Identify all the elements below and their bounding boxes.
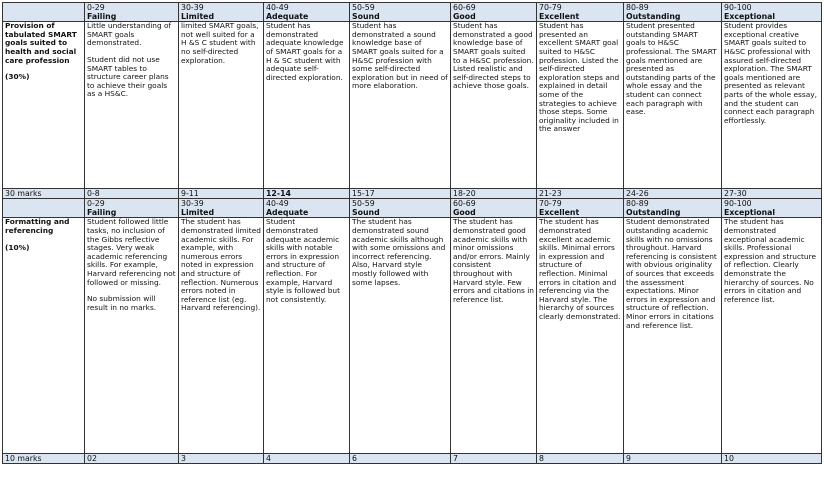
band-header bbox=[537, 199, 624, 218]
band-label: Sound bbox=[352, 11, 380, 21]
marks-value: 02 bbox=[85, 454, 179, 464]
band-header-row-1 bbox=[3, 3, 822, 22]
descriptor-text: Student followed little tasks, no inclusion of the Gibbs reflective stages. Very weak academic referencing skills. For example, Harvard referencing not followed or missing. bbox=[87, 217, 176, 287]
marks-value: 24-26 bbox=[624, 189, 722, 199]
band-header bbox=[264, 3, 350, 22]
band-range: 0-29 bbox=[87, 3, 105, 12]
descriptor-text: Student presented outstanding SMART goals to H&SC professional. The SMART goals mentioned are presented as outstanding parts of the whole essay and the student can connect each paragraph with ease. bbox=[626, 21, 717, 117]
marks-row-2 bbox=[3, 454, 822, 464]
band-range: 90-100 bbox=[724, 3, 752, 12]
criterion-title-cell bbox=[3, 218, 85, 454]
descriptor-text: The student has demonstrated good academic skills with minor omissions and/or errors. Mainly consistent throughout with Harvard style. Few errors and citations in reference list. bbox=[453, 217, 534, 304]
marks-value: 0-8 bbox=[85, 189, 179, 199]
band-header bbox=[451, 3, 537, 22]
descriptor-text: Student has demonstrated a sound knowledge base of SMART goals suited for a H&SC profession with some self-directed exploration but in need of more elaboration. bbox=[352, 21, 448, 91]
marks-value: 9-11 bbox=[179, 189, 264, 199]
descriptor-cell bbox=[350, 218, 451, 454]
band-header bbox=[624, 199, 722, 218]
rubric-table bbox=[2, 2, 822, 464]
criterion-title: Provision of tabulated SMART goals suited to health and social care profession bbox=[5, 21, 77, 65]
band-label: Failing bbox=[87, 207, 117, 217]
criterion-title: Formatting and referencing bbox=[5, 217, 70, 235]
band-range: 60-69 bbox=[453, 199, 476, 209]
descriptor-text: The student has demonstrated excellent academic skills. Minimal errors in expression and structure of reflection. Minimal errors in citation and referencing via the Harvard style. The hierarchy of sources clearly demonstrated. bbox=[539, 217, 621, 321]
descriptor-text: Student provides exceptional creative SMART goals suited to H&SC professional with assured self-directed exploration. The SMART goals mentioned are presented as relevant parts of the whole essay, and the student can connect each paragraph effortlessly. bbox=[724, 21, 818, 125]
marks-value: 3 bbox=[179, 454, 264, 464]
descriptor-cell bbox=[179, 218, 264, 454]
band-label: Exceptional bbox=[724, 207, 776, 217]
descriptor-cell bbox=[537, 218, 624, 454]
band-label: Outstanding bbox=[626, 11, 681, 21]
band-range: 50-59 bbox=[352, 3, 375, 12]
band-header bbox=[179, 199, 264, 218]
band-header bbox=[451, 199, 537, 218]
band-label: Excellent bbox=[539, 207, 580, 217]
marks-value: 8 bbox=[537, 454, 624, 464]
descriptor-text: The student has demonstrated exceptional academic skills. Professional expression and structure of reflection. Clearly demonstrate the hierarchy of sources. No errors in citation and reference list. bbox=[724, 217, 817, 304]
descriptor-cell bbox=[537, 22, 624, 189]
band-range: 0-29 bbox=[87, 199, 105, 209]
descriptor-text: Student demonstrated adequate academic skills with notable errors in expression and structure of reflection. For example, Harvard style is followed but not consistently. bbox=[266, 217, 340, 304]
band-header bbox=[537, 3, 624, 22]
band-header bbox=[350, 3, 451, 22]
band-label: Limited bbox=[181, 207, 215, 217]
descriptor-cell bbox=[179, 22, 264, 189]
band-header bbox=[85, 199, 179, 218]
marks-value: 21-23 bbox=[537, 189, 624, 199]
band-label: Sound bbox=[352, 207, 380, 217]
band-range: 40-49 bbox=[266, 199, 289, 209]
criterion-weight: (10%) bbox=[5, 242, 30, 252]
band-range: 50-59 bbox=[352, 199, 375, 209]
marks-value: 10 bbox=[722, 454, 822, 464]
descriptor-cell bbox=[624, 218, 722, 454]
descriptor-text: limited SMART goals, not well suited for a H &S C student with no self-directed exploration. bbox=[181, 21, 259, 65]
band-range: 80-89 bbox=[626, 199, 649, 209]
band-label: Outstanding bbox=[626, 207, 681, 217]
descriptor-cell bbox=[85, 22, 179, 189]
band-range: 90-100 bbox=[724, 199, 752, 209]
band-range: 70-79 bbox=[539, 3, 562, 12]
marks-value: 9 bbox=[624, 454, 722, 464]
marks-value: 7 bbox=[451, 454, 537, 464]
band-range: 80-89 bbox=[626, 3, 649, 12]
marks-value: 4 bbox=[264, 454, 350, 464]
marks-value: 18-20 bbox=[451, 189, 537, 199]
descriptor-text: Student has demonstrated adequate knowledge of SMART goals for a H & SC student with adequate self-directed exploration. bbox=[266, 21, 344, 82]
descriptor-text: Student has presented an excellent SMART goal suited to H&SC profession. Listed the self-directed exploration steps and explained in detail some of the strategies to achieve those steps. Some originality included in the answer bbox=[539, 21, 620, 134]
band-label: Good bbox=[453, 11, 476, 21]
band-label: Excellent bbox=[539, 11, 580, 21]
marks-value: 27-30 bbox=[722, 189, 822, 199]
marks-row-1 bbox=[3, 189, 822, 199]
descriptor-cell bbox=[722, 218, 822, 454]
band-header bbox=[264, 199, 350, 218]
band-header bbox=[350, 199, 451, 218]
descriptor-cell bbox=[264, 22, 350, 189]
band-range: 30-39 bbox=[181, 3, 204, 12]
band-header bbox=[722, 3, 822, 22]
descriptor-cell bbox=[451, 22, 537, 189]
descriptor-cell bbox=[722, 22, 822, 189]
descriptor-note: No submission will result in no marks. bbox=[87, 294, 157, 312]
band-label: Exceptional bbox=[724, 11, 776, 21]
descriptor-cell bbox=[350, 22, 451, 189]
marks-value: 15-17 bbox=[350, 189, 451, 199]
band-header bbox=[179, 3, 264, 22]
marks-value: 12-14 bbox=[264, 189, 350, 199]
criterion-weight: (30%) bbox=[5, 72, 30, 82]
band-range: 70-79 bbox=[539, 199, 562, 209]
band-label: Adequate bbox=[266, 207, 309, 217]
descriptor-text: Little understanding of SMART goals demonstrated. bbox=[87, 21, 172, 48]
criterion-row-1 bbox=[3, 22, 822, 189]
criterion-row-2 bbox=[3, 218, 822, 454]
marks-label: 30 marks bbox=[3, 189, 85, 199]
descriptor-cell bbox=[624, 22, 722, 189]
descriptor-text: Student demonstrated outstanding academic skills with no omissions throughout. Harvard referencing is consistent with obvious originality of sources that exceeds the assessment expectations. Minor errors in expression and structure of reflection. Minor errors in citations and reference list. bbox=[626, 217, 717, 330]
descriptor-text: The student has demonstrated limited academic skills. For example, with numerous errors noted in expression and structure of reflection. Numerous errors noted in reference list (eg. Harvard referencing). bbox=[181, 217, 261, 313]
band-label: Failing bbox=[87, 11, 117, 21]
band-header bbox=[624, 3, 722, 22]
descriptor-cell bbox=[85, 218, 179, 454]
band-label: Adequate bbox=[266, 11, 309, 21]
header-corner bbox=[3, 3, 85, 22]
descriptor-cell bbox=[451, 218, 537, 454]
band-range: 60-69 bbox=[453, 3, 476, 12]
band-label: Good bbox=[453, 207, 476, 217]
descriptor-note: Student did not use SMART tables to structure career plans to achieve their goals as a HS&C. bbox=[87, 54, 169, 99]
band-header bbox=[85, 3, 179, 22]
band-range: 40-49 bbox=[266, 3, 289, 12]
band-range: 30-39 bbox=[181, 199, 204, 209]
marks-value: 6 bbox=[350, 454, 451, 464]
descriptor-text: Student has demonstrated a good knowledge base of SMART goals suited to a H&SC profession. Listed realistic and self-directed steps to achieve those goals. bbox=[453, 21, 534, 91]
descriptor-text: The student has demonstrated sound academic skills although with some omissions and incorrect referencing. Also, Harvard style mostly followed with some lapses. bbox=[352, 217, 446, 287]
header-corner bbox=[3, 199, 85, 218]
descriptor-cell bbox=[264, 218, 350, 454]
band-header bbox=[722, 199, 822, 218]
marks-label: 10 marks bbox=[3, 454, 85, 464]
band-header-row-2 bbox=[3, 199, 822, 218]
criterion-title-cell bbox=[3, 22, 85, 189]
band-label: Limited bbox=[181, 11, 215, 21]
